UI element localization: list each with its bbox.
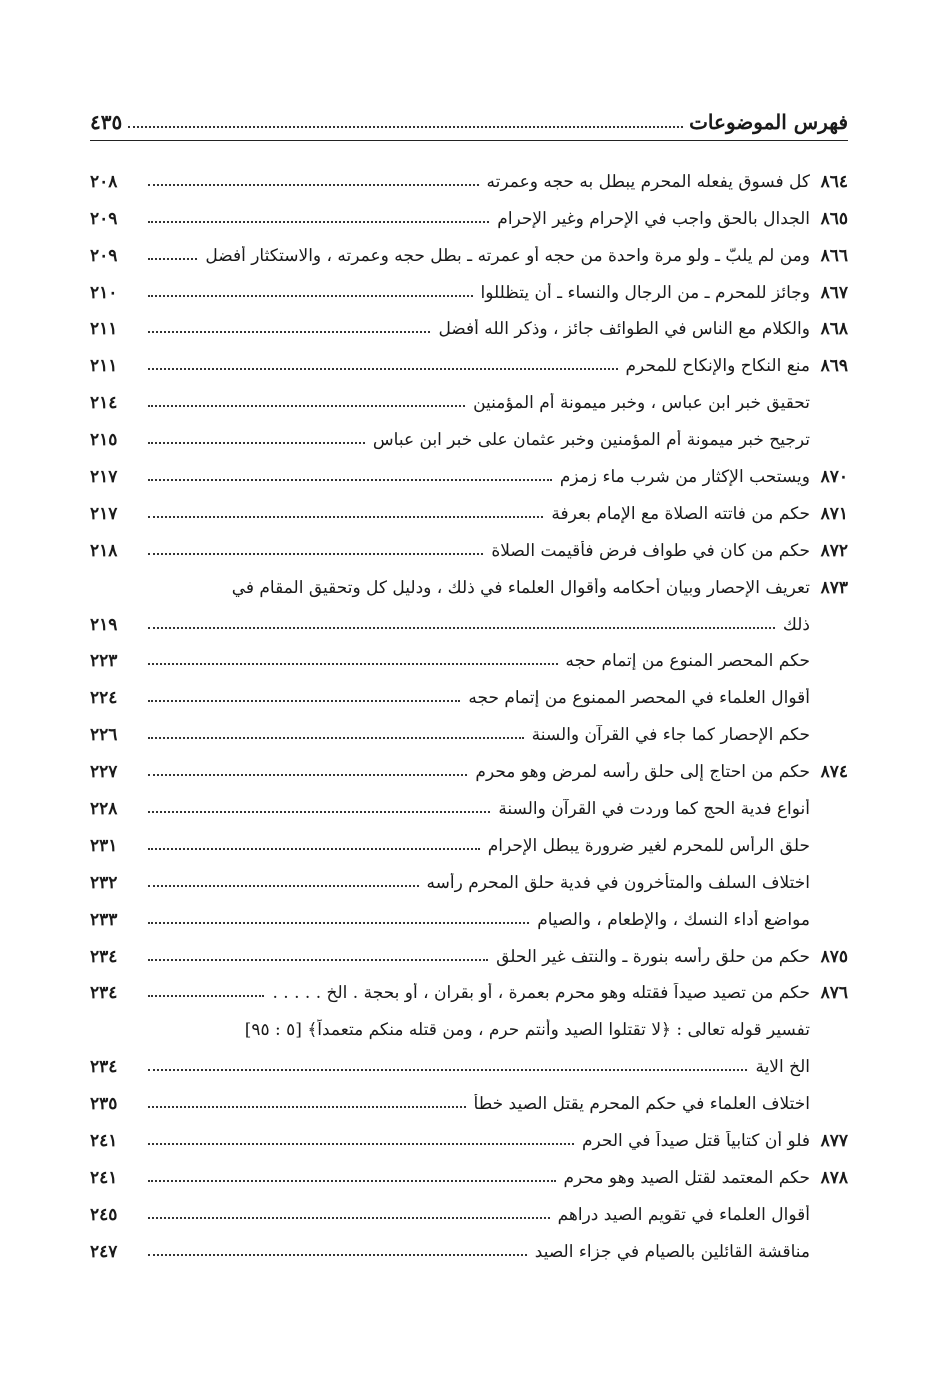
dot-leader: [148, 1106, 466, 1108]
toc-entry: [90, 1003, 848, 1040]
dot-leader: [148, 737, 524, 739]
entry-page-number: ٢٤٥: [90, 1204, 118, 1225]
toc-entry: [90, 1114, 848, 1151]
toc-entry: [90, 561, 848, 598]
entry-number: ٨٧٠: [820, 467, 848, 488]
toc-page: [90, 98, 848, 1262]
dot-leader: [148, 184, 479, 186]
entry-number: ٨٧٥: [820, 946, 848, 967]
toc-entry: [90, 598, 848, 635]
entry-title: تفسير قوله تعالى : ﴿لا تقتلوا الصيد وأنتم حرم ، ومن قتله منكم متعمداً﴾ [٥ : ٩٥]: [244, 1020, 810, 1041]
toc-entry: [90, 450, 848, 487]
entry-page-number: ٢١١: [90, 319, 118, 340]
page-header: [90, 98, 848, 141]
entry-title: أنواع فدية الحج كما وردت في القرآن والسنة: [498, 799, 810, 820]
entry-title: حكم من حلق رأسه بنورة ـ والنتف غير الحلق: [496, 946, 810, 967]
entry-title: ويستحب الإكثار من شرب ماء زمزم: [559, 467, 810, 488]
entry-number: ٨٧١: [820, 503, 848, 524]
entry-page-number: ٢٣٤: [90, 946, 118, 967]
entry-title: حكم الإحصار كما جاء في القرآن والسنة: [531, 725, 810, 746]
entry-number: ٨٧٣: [820, 577, 848, 598]
toc-entry: [90, 635, 848, 672]
entry-page-number: ٢٤٧: [90, 1241, 118, 1262]
entry-number: ٨٧٧: [820, 1131, 848, 1152]
entry-title: حلق الرأس للمحرم لغير ضرورة يبطل الإحرام: [487, 835, 810, 856]
dot-leader: [148, 700, 460, 702]
dot-leader: [148, 331, 430, 333]
entry-page-number: ٢٢٣: [90, 651, 118, 672]
entry-page-number: ٢٣٢: [90, 872, 118, 893]
entry-title: مناقشة القائلين بالصيام في جزاء الصيد: [534, 1241, 810, 1262]
entry-page-number: ٢٠٨: [90, 171, 118, 192]
toc-entry: [90, 819, 848, 856]
entry-number: ٨٧٦: [820, 983, 848, 1004]
toc-entry: [90, 967, 848, 1004]
entry-page-number: ٢٣٣: [90, 909, 118, 930]
entry-page-number: ٢٢٤: [90, 688, 118, 709]
entry-page-number: ٢٣٥: [90, 1094, 118, 1115]
dot-leader: [148, 663, 558, 665]
entry-title: مواضع أداء النسك ، والإطعام ، والصيام: [537, 909, 810, 930]
entry-title: حكم المحصر المنوع من إتمام حجه: [565, 651, 810, 672]
entry-number: ٨٧٤: [820, 762, 848, 783]
entry-page-number: ٢٤١: [90, 1167, 118, 1188]
toc-entry: [90, 708, 848, 745]
toc-entry: [90, 893, 848, 930]
toc-entry: [90, 856, 848, 893]
entry-title: حكم المعتمد لقتل الصيد وهو محرم: [563, 1167, 810, 1188]
entry-page-number: ٢١١: [90, 356, 118, 377]
toc-entry: [90, 782, 848, 819]
entry-title: أقوال العلماء في تقويم الصيد دراهم: [557, 1204, 810, 1225]
toc-entry: [90, 487, 848, 524]
entry-number: ٨٦٥: [820, 208, 848, 229]
entry-page-number: ٢١٠: [90, 282, 118, 303]
dot-leader: [148, 922, 529, 924]
entry-page-number: ٢٢٧: [90, 762, 118, 783]
toc-entry: [90, 303, 848, 340]
entry-title: منع النكاح والإنكاح للمحرم: [625, 356, 810, 377]
entry-title: الجدال بالحق واجب في الإحرام وغير الإحرام: [497, 208, 810, 229]
entry-title: ومن لم يلبّ ـ ولو مرة واحدة من حجه أو عمرته ـ بطل حجه وعمرته ، والاستكثار أفضل: [205, 245, 810, 266]
entry-number: ٨٦٨: [820, 319, 848, 340]
dot-leader: [148, 295, 473, 297]
page-number: ٤٣٥: [90, 110, 123, 134]
entry-number: ٨٦٦: [820, 245, 848, 266]
dot-leader: [148, 1180, 556, 1182]
entry-title: كل فسوق يفعله المحرم يبطل به حجه وعمرته: [486, 171, 810, 192]
dot-leader: [148, 774, 467, 776]
entry-title: ترجيح خبر ميمونة أم المؤمنين وخبر عثمان على خبر ابن عباس: [372, 430, 810, 451]
entry-page-number: ٢٢٦: [90, 725, 118, 746]
entry-title: ذلك: [782, 614, 810, 635]
dot-leader: [148, 1069, 747, 1071]
toc-entry: [90, 1188, 848, 1225]
toc-entry: [90, 339, 848, 376]
entry-page-number: ٢٣٤: [90, 1057, 118, 1078]
entry-title: الخ الاية: [755, 1057, 810, 1078]
entry-page-number: ٢١٥: [90, 430, 118, 451]
entry-page-number: ٢٤١: [90, 1131, 118, 1152]
toc-entry: [90, 413, 848, 450]
entry-page-number: ٢٠٩: [90, 245, 118, 266]
dot-leader: [148, 368, 618, 370]
entry-title: حكم من تصيد صيداً فقتله وهو محرم بعمرة ، أو بقران ، أو بحجة . الخ . . . . .: [272, 983, 810, 1004]
entry-title: تحقيق خبر ابن عباس ، وخبر ميمونة أم المؤمنين: [473, 393, 810, 414]
entry-title: اختلاف العلماء في حكم المحرم يقتل الصيد خطأ: [473, 1094, 810, 1115]
entry-number: ٨٦٤: [820, 171, 848, 192]
entry-title: حكم من فاتته الصلاة مع الإمام بعرفة: [551, 503, 810, 524]
toc-entry: [90, 376, 848, 413]
dot-leader: [148, 959, 488, 961]
entry-number: ٨٦٧: [820, 282, 848, 303]
entry-title: وجائز للمحرم ـ من الرجال والنساء ـ أن يتظللوا: [480, 282, 810, 303]
dot-leader: [148, 258, 197, 260]
toc-entry: [90, 671, 848, 708]
dot-leader: [148, 1143, 574, 1145]
entry-title: حكم من كان في طواف فرض فأقيمت الصلاة: [491, 540, 810, 561]
toc-entry: [90, 745, 848, 782]
dot-leader: [148, 479, 552, 481]
toc-entry: [90, 1225, 848, 1262]
entry-page-number: ٢٠٩: [90, 208, 118, 229]
toc-entry: [90, 1151, 848, 1188]
toc-entry: [90, 1077, 848, 1114]
toc-list: [90, 155, 848, 1262]
dot-leader: [148, 995, 264, 997]
dot-leader: [128, 126, 683, 128]
dot-leader: [148, 811, 490, 813]
dot-leader: [148, 885, 419, 887]
toc-entry: [90, 930, 848, 967]
entry-page-number: ٢١٧: [90, 467, 118, 488]
entry-page-number: ٢٣١: [90, 835, 118, 856]
dot-leader: [148, 627, 775, 629]
toc-entry: [90, 229, 848, 266]
entry-title: تعريف الإحصار وبيان أحكامه وأقوال العلماء في ذلك ، ودليل كل وتحقيق المقام في: [231, 577, 810, 598]
dot-leader: [148, 442, 365, 444]
dot-leader: [148, 1217, 550, 1219]
entry-number: ٨٧٢: [820, 540, 848, 561]
entry-page-number: ٢١٨: [90, 540, 118, 561]
dot-leader: [148, 405, 465, 407]
entry-number: ٨٦٩: [820, 356, 848, 377]
dot-leader: [148, 553, 483, 555]
entry-title: فلو أن كتابياً قتل صيداً في الحرم: [581, 1131, 810, 1152]
entry-title: حكم من احتاج إلى حلق رأسه لمرض وهو محرم: [475, 762, 810, 783]
entry-title: والكلام مع الناس في الطوائف جائز ، وذكر الله أفضل: [438, 319, 810, 340]
toc-entry: [90, 1040, 848, 1077]
entry-number: ٨٧٨: [820, 1167, 848, 1188]
entry-title: أقوال العلماء في المحصر الممنوع من إتمام حجه: [468, 688, 810, 709]
entry-page-number: ٢١٤: [90, 393, 118, 414]
dot-leader: [148, 1254, 527, 1256]
dot-leader: [148, 848, 480, 850]
page-title: فهرس الموضوعات: [689, 110, 848, 134]
toc-entry: [90, 192, 848, 229]
entry-page-number: ٢٣٤: [90, 983, 118, 1004]
toc-entry: [90, 155, 848, 192]
dot-leader: [148, 221, 489, 223]
entry-page-number: ٢١٩: [90, 614, 118, 635]
entry-page-number: ٢١٧: [90, 503, 118, 524]
entry-page-number: ٢٢٨: [90, 799, 118, 820]
toc-entry: [90, 524, 848, 561]
toc-entry: [90, 266, 848, 303]
entry-title: اختلاف السلف والمتأخرون في فدية حلق المحرم رأسه: [426, 872, 810, 893]
dot-leader: [148, 516, 543, 518]
